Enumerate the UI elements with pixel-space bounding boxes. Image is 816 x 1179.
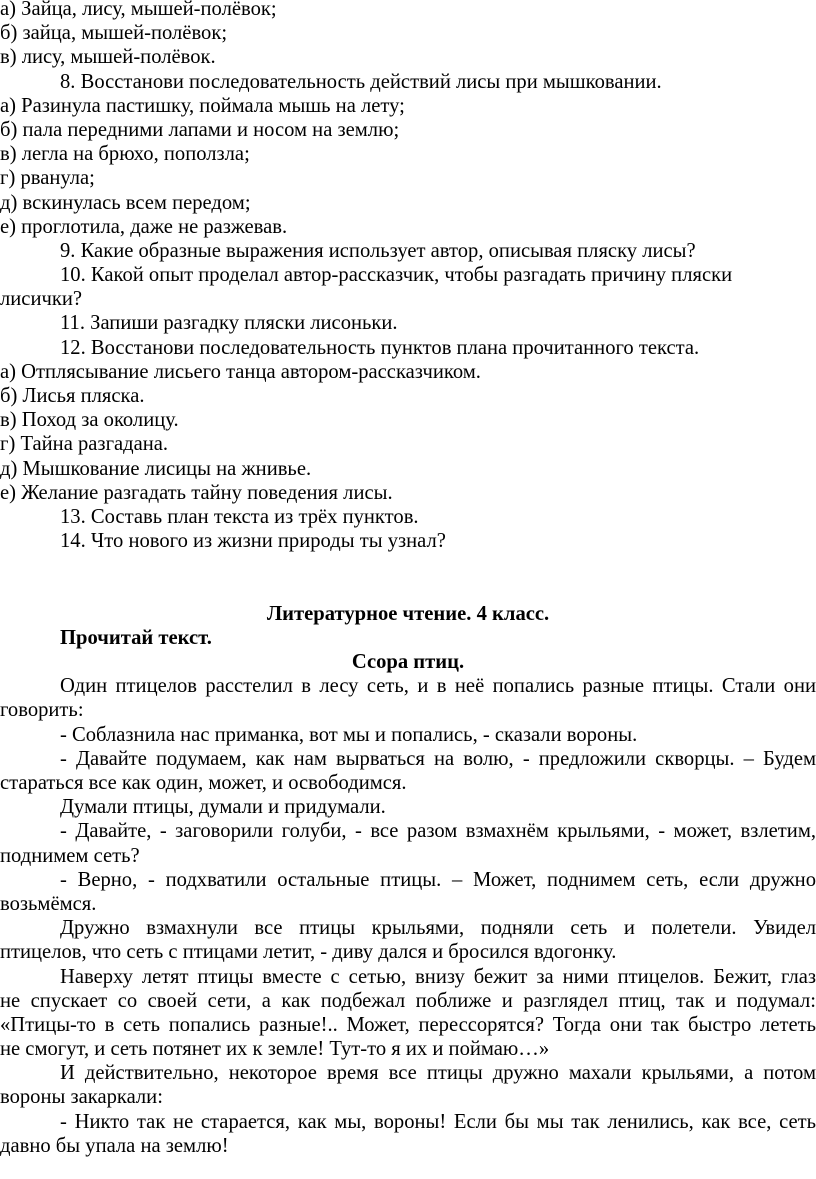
story-line: говорить:: [0, 699, 84, 722]
question-12: 12. Восстанови последовательность пунктов плана прочитанного текста.: [60, 336, 700, 359]
section-heading: Литературное чтение. 4 класс.: [266, 602, 550, 625]
story-line: Думали птицы, думали и придумали.: [60, 796, 386, 819]
option-a: а) Зайца, лису, мышей-полёвок;: [0, 0, 277, 20]
option-c: в) лису, мышей-полёвок.: [0, 46, 216, 69]
story-line: не смогут, и сеть потянет их к земле! Тут-то я их и поймаю…»: [0, 1038, 550, 1061]
option-e: д) Мышкование лисицы на жнивье.: [0, 457, 312, 480]
story-text: [0, 674, 816, 1158]
option-f: е) проглотила, даже не разжевав.: [0, 215, 288, 238]
story-line: поднимем сеть?: [0, 844, 140, 867]
story-line: Один птицелов расстелил в лесу сеть, и в неё попались разные птицы. Стали они: [60, 675, 816, 698]
option-f: е) Желание разгадать тайну поведения лисы.: [0, 481, 393, 504]
option-a: а) Отплясывание лисьего танца автором-рассказчиком.: [0, 360, 481, 383]
story-line: давно бы упала на землю!: [0, 1134, 229, 1157]
option-e: д) вскинулась всем передом;: [0, 191, 251, 214]
story-line: не спускает со своей сети, а как подбежал поближе и разглядел птиц, так и подумал:: [0, 989, 816, 1012]
question-8: 8. Восстанови последовательность действий лисы при мышковании.: [60, 70, 662, 93]
question-11: 11. Запиши разгадку пляски лисоньки.: [60, 312, 398, 335]
option-b: б) зайца, мышей-полёвок;: [0, 22, 228, 45]
story-line: Наверху летят птицы вместе с сетью, внизу бежит за ними птицелов. Бежит, глаз: [60, 965, 816, 988]
option-a: а) Разинула пастишку, поймала мышь на лету;: [0, 94, 405, 117]
option-d: г) Тайна разгадана.: [0, 433, 169, 456]
option-c: в) легла на брюхо, поползла;: [0, 143, 250, 166]
question-8-options: [0, 94, 816, 239]
story-title: Ссора птиц.: [351, 651, 465, 674]
option-d: г) рванула;: [0, 167, 95, 190]
option-c: в) Поход за околицу.: [0, 409, 179, 432]
story-line: - Давайте, - заговорили голуби, - все разом взмахнём крыльями, - может, взлетим,: [60, 820, 816, 843]
question-7-options: [0, 0, 816, 70]
instruction: Прочитай текст.: [60, 626, 212, 649]
question-10-line-2: лисички?: [0, 288, 82, 311]
story-line: - Верно, - подхватили остальные птицы. – Может, поднимем сеть, если дружно: [60, 868, 816, 891]
story-line: вороны закаркали:: [0, 1086, 163, 1109]
section-gap: [0, 553, 816, 601]
story-line: Дружно взмахнули все птицы крыльями, подняли сеть и полетели. Увидел: [60, 917, 816, 940]
story-line: - Никто так не старается, как мы, вороны! Если бы мы так ленились, как все, сеть: [60, 1110, 816, 1133]
question-13: 13. Составь план текста из трёх пунктов.: [60, 505, 419, 528]
question-12-options: [0, 360, 816, 505]
story-line: возьмёмся.: [0, 892, 97, 915]
story-line: «Птицы-то в сеть попались разные!.. Может, перессорятся? Тогда они так быстро лететь: [0, 1013, 816, 1036]
story-line: птицелов, что сеть с птицами летит, - диву дался и бросился вдогонку.: [0, 941, 617, 964]
option-b: б) Лисья пляска.: [0, 385, 145, 407]
question-9: 9. Какие образные выражения использует автор, описывая пляску лисы?: [60, 239, 696, 262]
option-b: б) пала передними лапами и носом на землю;: [0, 118, 400, 141]
question-14: 14. Что нового из жизни природы ты узнал?: [60, 530, 446, 553]
story-line: - Давайте подумаем, как нам вырваться на волю, - предложили скворцы. – Будем: [60, 747, 816, 770]
story-line: стараться все как один, может, и освободимся.: [0, 772, 407, 795]
story-line: - Соблазнила нас приманка, вот мы и попались, - сказали вороны.: [60, 723, 638, 746]
story-line: И действительно, некоторое время все птицы дружно махали крыльями, а потом: [60, 1062, 816, 1085]
question-10-line-1: 10. Какой опыт проделал автор-рассказчик, чтобы разгадать причину пляски: [60, 264, 733, 287]
